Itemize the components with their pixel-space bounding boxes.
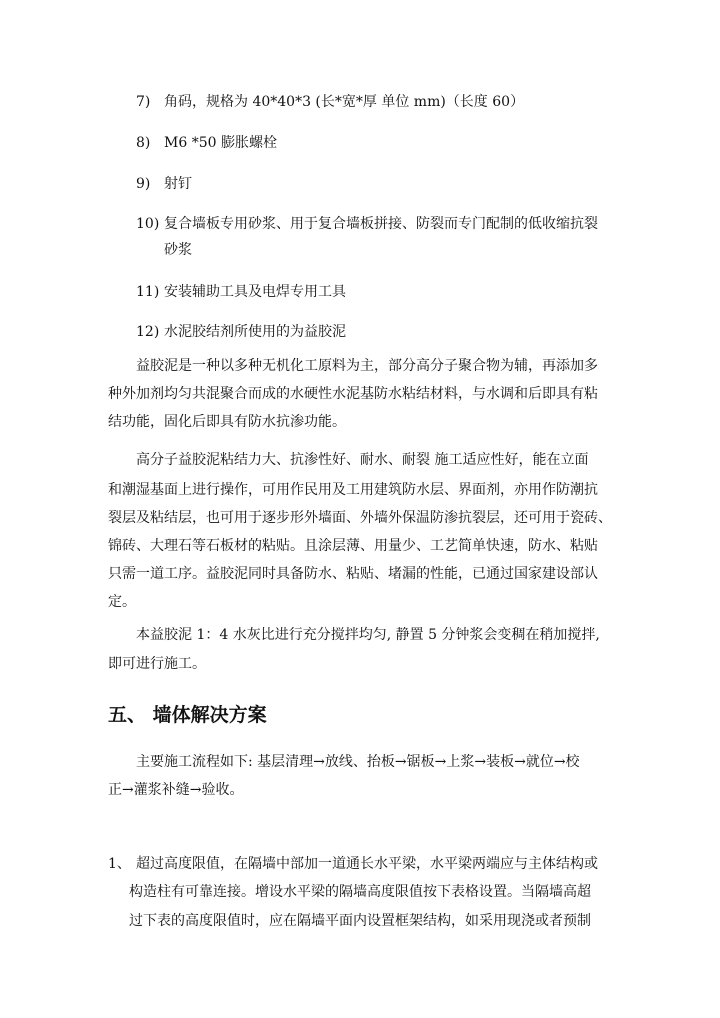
paragraph-1-line-2: 种外加剂均匀共混聚合而成的水硬性水泥基防水粘结材料，与水调和后即具有粘: [108, 386, 598, 402]
paragraph-3-line-1: 本益胶泥 1：4 水灰比进行充分搅拌均匀, 静置 5 分钟浆会变稠在稍加搅拌,: [136, 627, 600, 643]
list-text: 射钉: [164, 176, 192, 192]
list-number: 9): [136, 176, 151, 192]
list-number: 8): [136, 135, 151, 151]
list-item-9: [136, 174, 192, 194]
list-number: 12): [136, 324, 160, 340]
list-text: M6 *50 膨胀螺栓: [164, 135, 277, 151]
list-text: 角码，规格为 40*40*3 (长*宽*厚 单位 mm)（长度 60）: [164, 94, 525, 110]
list-text: 复合墙板专用砂浆、用于复合墙板拼接、防裂而专门配制的低收缩抗裂: [164, 216, 598, 232]
paragraph-2-line-2: 和潮湿基面上进行操作，可用作民用及工用建筑防水层、界面剂，亦用作防潮抗: [108, 482, 598, 498]
paragraph-2-line-3: 裂层及粘结层，也可用于逐步形外墙面、外墙外保温防渗抗裂层，还可用于瓷砖、: [108, 510, 612, 526]
paragraph-2-line-5: 只需一道工序。益胶泥同时具备防水、粘贴、堵漏的性能，已通过国家建设部认: [108, 566, 598, 582]
paragraph-1-line-1: 益胶泥是一种以多种无机化工原料为主，部分高分子聚合物为辅，再添加多: [136, 358, 598, 374]
list-item-7: [136, 92, 524, 112]
list-item-11: [136, 282, 346, 302]
paragraph-2-line-4: 锦砖、大理石等石板材的粘贴。且涂层薄、用量少、工艺简单快速，防水、粘贴: [108, 538, 598, 554]
list-number: 10): [136, 216, 160, 232]
item-text: 超过高度限值，在隔墙中部加一道通长水平梁，水平梁两端应与主体结构或: [136, 856, 598, 872]
list-item-10-cont: [164, 240, 192, 260]
paragraph-2-line-1: 高分子益胶泥粘结力大、抗渗性好、耐水、耐裂 施工适应性好，能在立面: [136, 452, 589, 468]
list-text: 砂浆: [164, 242, 192, 258]
list-number: 7): [136, 94, 151, 110]
item-number: 1、: [108, 856, 131, 872]
flow-line-2: 正→灌浆补缝→验收。: [108, 782, 244, 798]
item-1-line-2: 构造柱有可靠连接。增设水平梁的隔墙高度限值按下表格设置。当隔墙高超: [129, 884, 591, 900]
list-item-8: [136, 133, 277, 153]
paragraph-1-line-3: 结功能，固化后即具有防水抗渗功能。: [108, 414, 346, 430]
list-text: 水泥胶结剂所使用的为益胶泥: [164, 324, 346, 340]
paragraph-2-line-6: 定。: [108, 594, 136, 610]
flow-line-1: 主要施工流程如下: 基层清理→放线、抬板→锯板→上浆→装板→就位→校: [136, 754, 580, 770]
list-item-10: [136, 214, 598, 234]
list-number: 11): [136, 284, 160, 300]
section-heading: 五、 墙体解决方案: [108, 704, 267, 726]
paragraph-3-line-2: 即可进行施工。: [108, 656, 206, 672]
item-1-line-1: [108, 854, 598, 874]
list-text: 安装辅助工具及电焊专用工具: [164, 284, 346, 300]
list-item-12: [136, 322, 346, 342]
item-1-line-3: 过下表的高度限值时，应在隔墙平面内设置框架结构，如采用现浇或者预制: [129, 913, 591, 929]
